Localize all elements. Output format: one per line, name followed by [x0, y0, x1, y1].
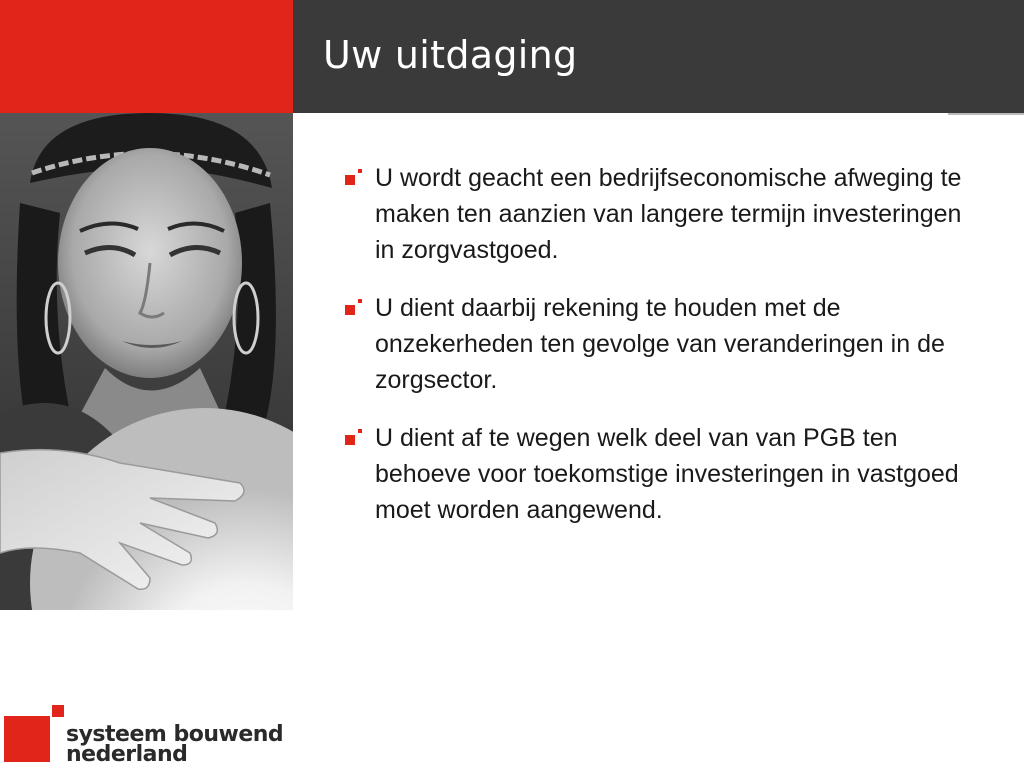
bullet-list: [343, 160, 963, 550]
header-accent-block: [0, 0, 293, 113]
logo-line-1: systeem bouwend: [66, 722, 284, 747]
list-item: [343, 290, 963, 398]
list-item: [343, 160, 963, 268]
woman-crystal-ball-photo: [0, 113, 293, 610]
title-bar: [293, 0, 1024, 113]
bullet-square-icon: [345, 168, 365, 188]
bullet-text: U wordt geacht een bedrijfseconomische afweging te maken ten aanzien van langere termijn investeringen in zorgvastgoed.: [375, 164, 962, 264]
bullet-square-icon: [345, 428, 365, 448]
title-divider: [948, 113, 1024, 115]
bullet-text: U dient daarbij rekening te houden met de onzekerheden ten gevolge van veranderingen in de zorgsector.: [375, 294, 945, 394]
logo-square-large: [4, 716, 50, 762]
systeembouwend-nederland-logo: [4, 703, 284, 767]
photo-illustration: [0, 113, 293, 610]
logo-square-small: [52, 705, 64, 717]
logo-text: [66, 722, 284, 767]
bullet-text: U dient af te wegen welk deel van van PGB ten behoeve voor toekomstige investeringen in vastgoed moet worden aangewend.: [375, 424, 959, 524]
list-item: [343, 420, 963, 528]
slide-title: Uw uitdaging: [323, 33, 578, 77]
logo-line-2: nederland: [66, 742, 188, 767]
bullet-square-icon: [345, 298, 365, 318]
